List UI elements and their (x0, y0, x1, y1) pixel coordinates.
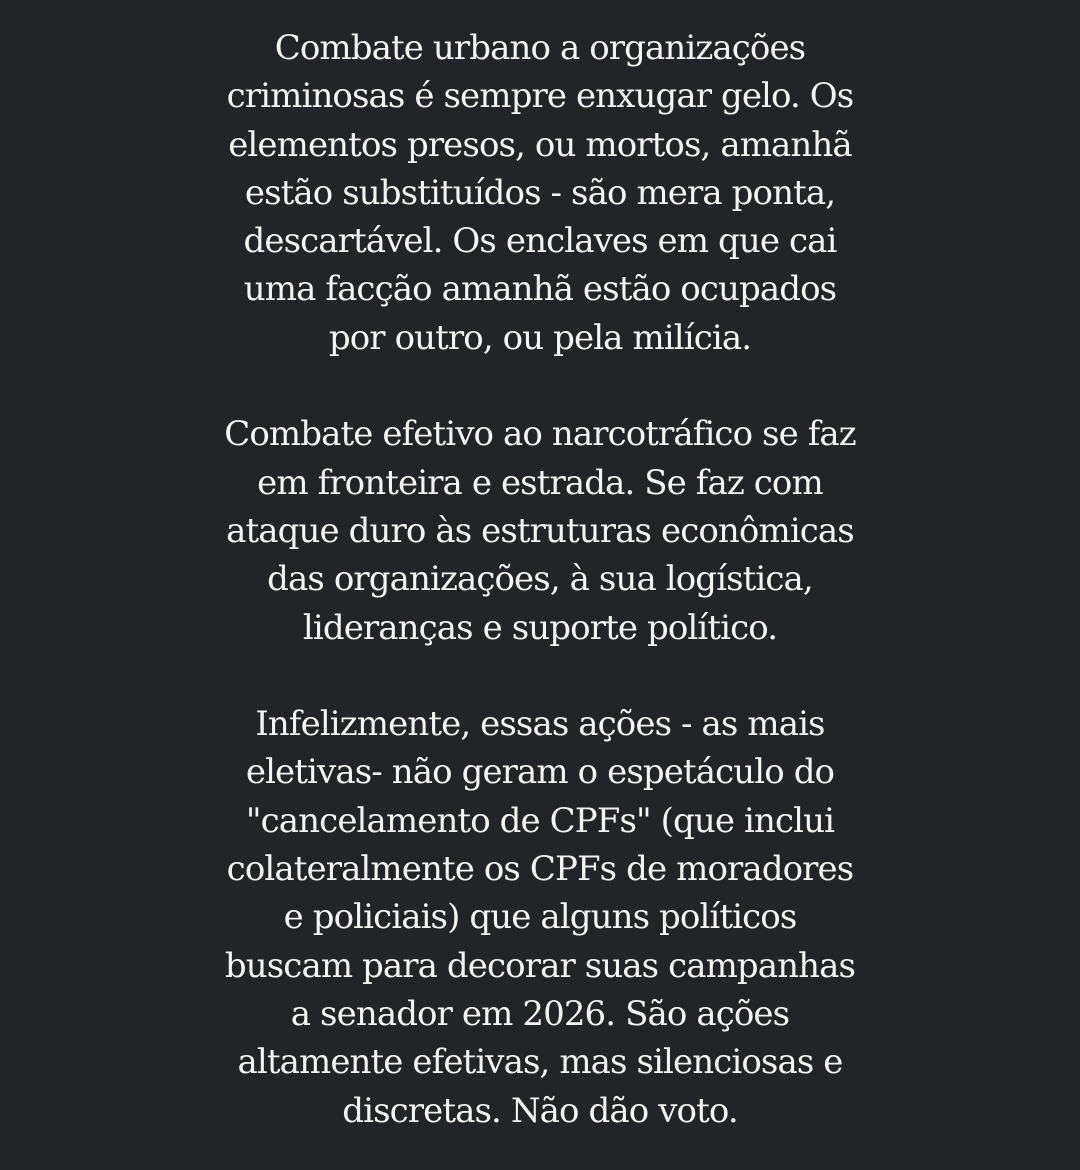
paragraph-line: e policiais) que alguns políticos (283, 897, 797, 938)
paragraph-line: criminosas é sempre enxugar gelo. Os (226, 76, 854, 117)
paragraph-2 (0, 410, 1080, 651)
paragraph-line: descartável. Os enclaves em que cai (243, 221, 837, 262)
paragraph-line: em fronteira e estrada. Se faz com (257, 462, 823, 503)
paragraph-line: das organizações, à sua logística, (267, 559, 813, 600)
paragraph-line: "cancelamento de CPFs" (que inclui (245, 800, 835, 841)
paragraph-3 (0, 700, 1080, 1135)
paragraph-line: ataque duro às estruturas econômicas (226, 510, 854, 551)
text-body (0, 24, 1080, 1135)
paragraph-line: uma facção amanhã estão ocupados (243, 269, 837, 310)
paragraph-line: Infelizmente, essas ações - as mais (255, 704, 825, 745)
paragraph-line: colateralmente os CPFs de moradores (226, 849, 854, 890)
paragraph-line: eletivas- não geram o espetáculo do (245, 752, 835, 793)
paragraph-line: Combate urbano a organizações (274, 28, 806, 68)
paragraph-gap (0, 362, 1080, 410)
paragraph-line: elementos presos, ou mortos, amanhã (228, 124, 852, 165)
paragraph-line: lideranças e suporte político. (302, 607, 778, 648)
paragraph-line: altamente efetivas, mas silenciosas e (237, 1042, 843, 1083)
paragraph-line: discretas. Não dão voto. (342, 1090, 738, 1131)
paragraph-line: estão substituídos - são mera ponta, (244, 172, 836, 213)
paragraph-gap (0, 652, 1080, 700)
paragraph-line: a senador em 2026. São ações (290, 993, 790, 1034)
paragraph-line: buscam para decorar suas campanhas (224, 945, 856, 986)
paragraph-line: por outro, ou pela milícia. (328, 317, 752, 358)
paragraph-1 (0, 24, 1080, 362)
paragraph-line: Combate efetivo ao narcotráfico se faz (224, 414, 856, 455)
